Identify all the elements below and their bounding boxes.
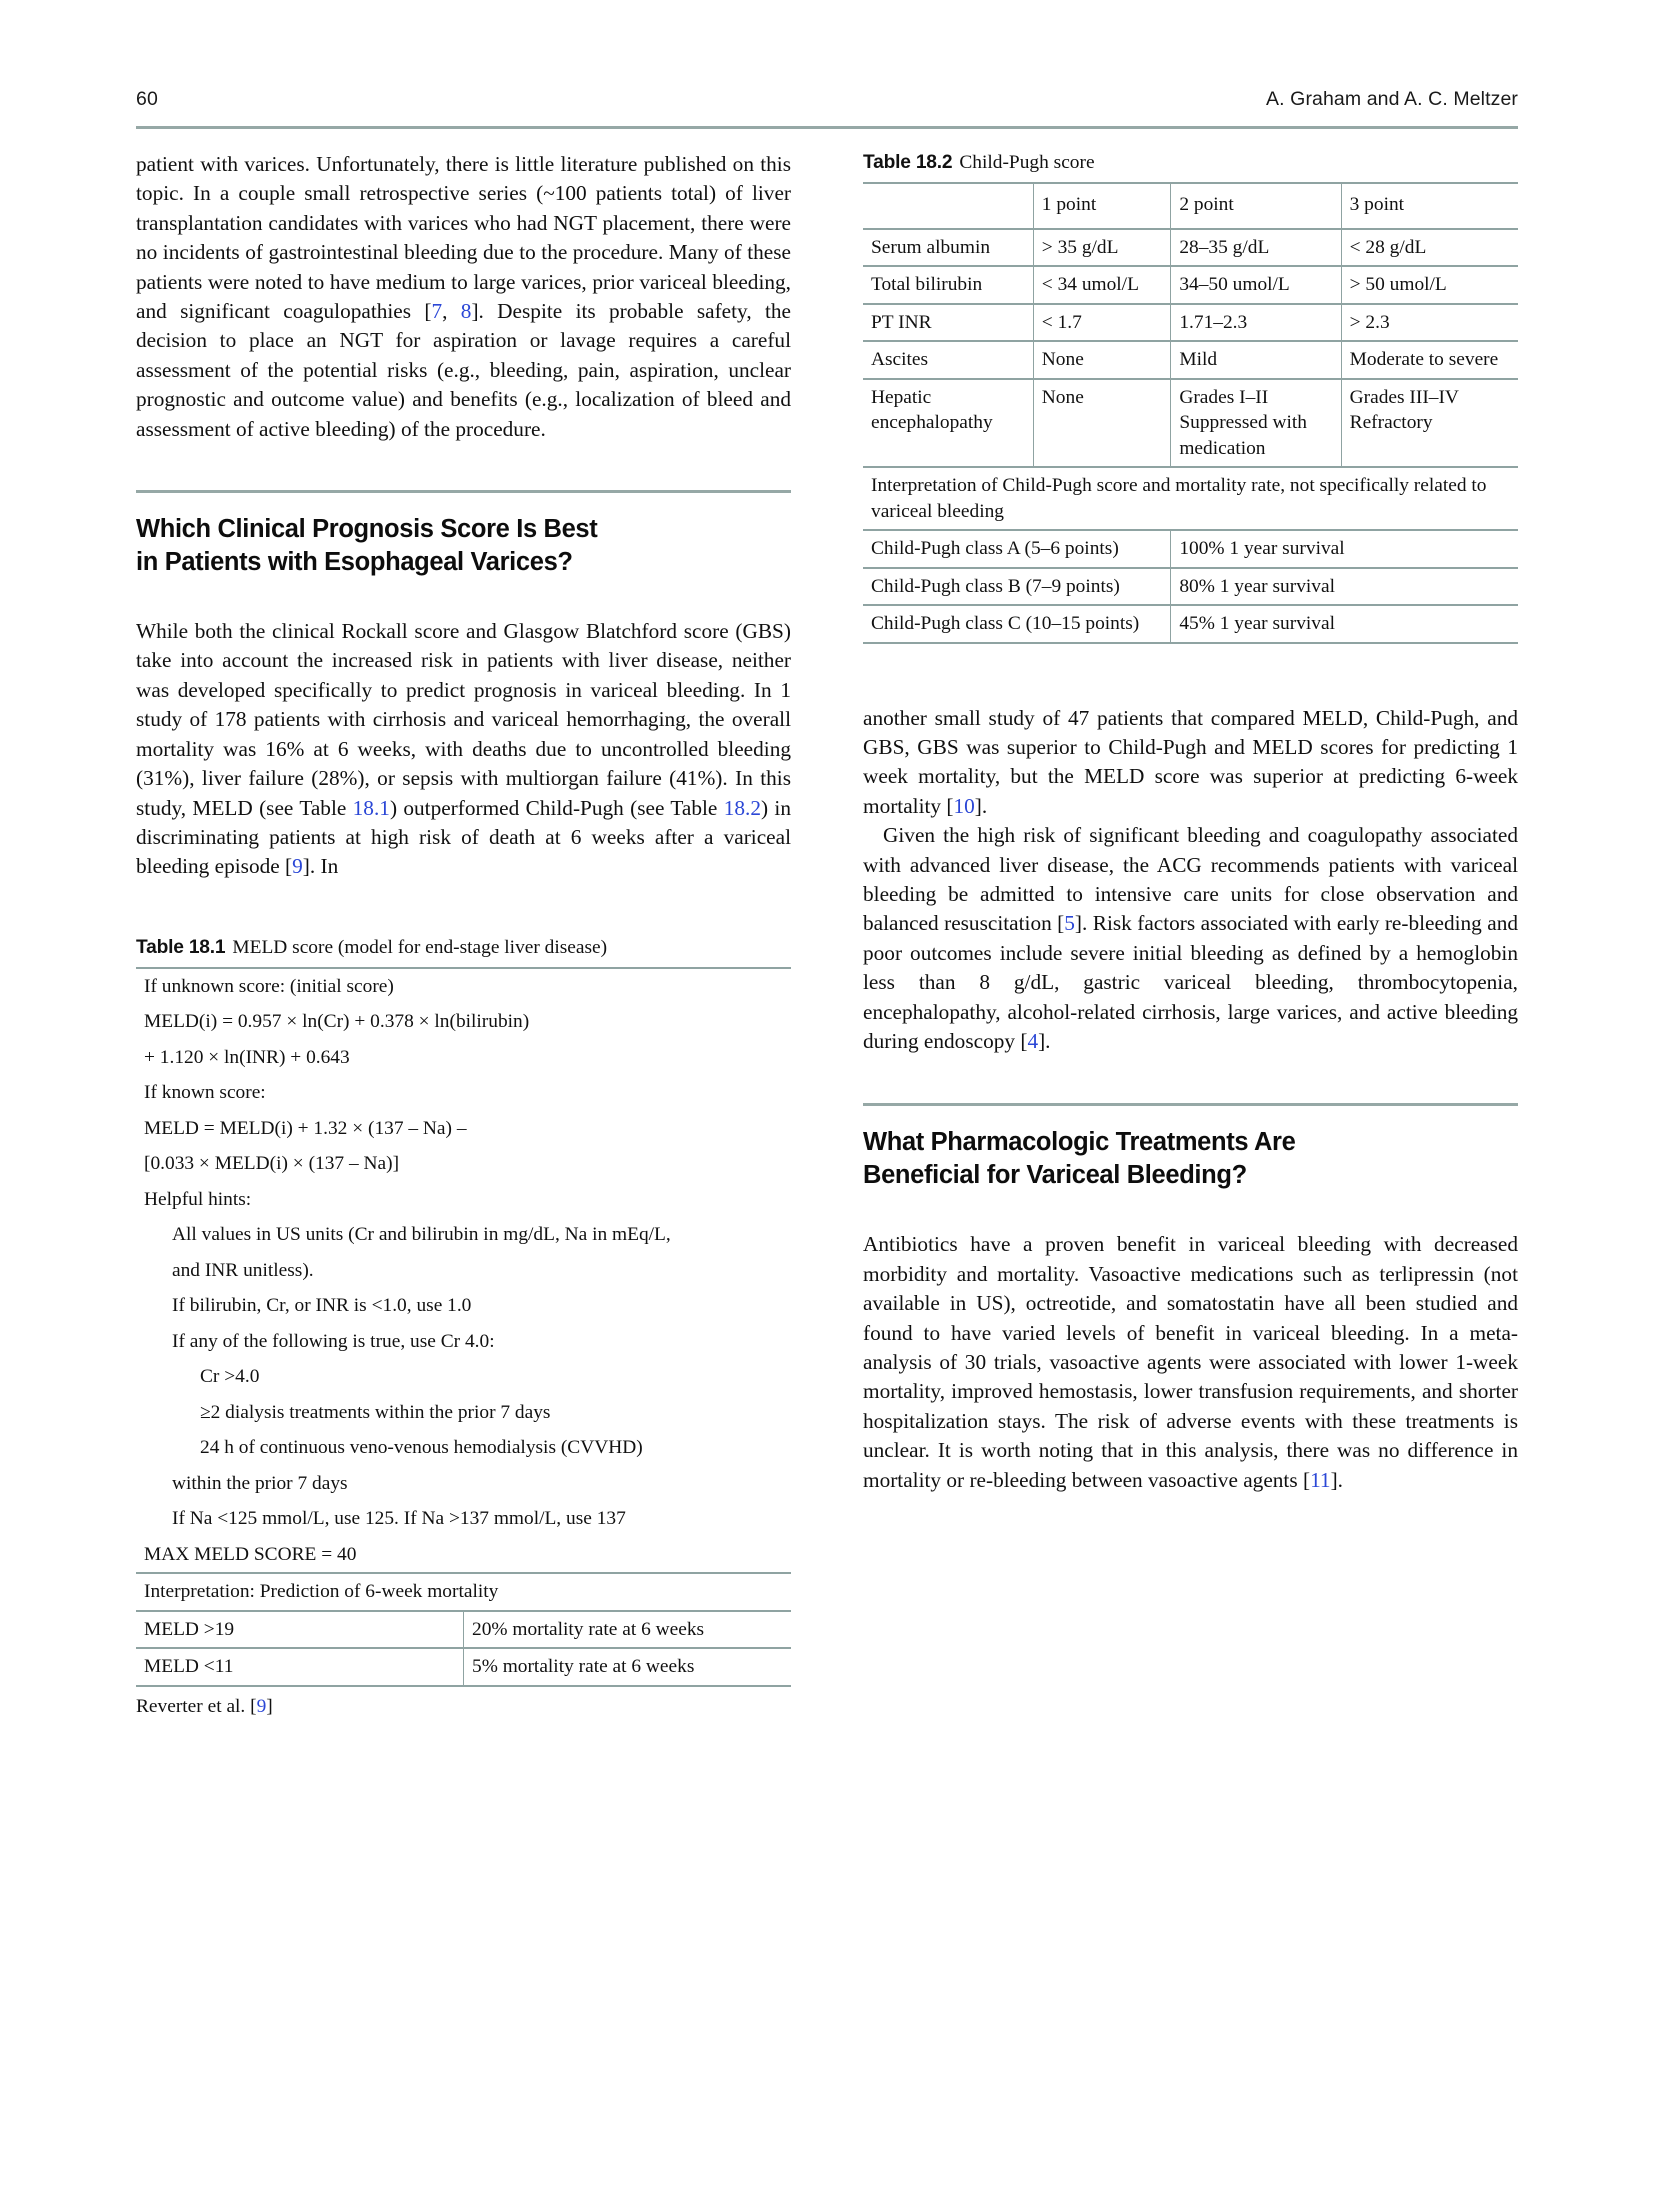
table-cell-label: Child-Pugh class A (5–6 points) [863, 530, 1171, 568]
table-18-2-grid [863, 182, 1518, 644]
table-row [863, 379, 1518, 468]
table-cell: ≥2 dialysis treatments within the prior 7 days [200, 1401, 551, 1423]
table-cell: 1.71–2.3 [1171, 304, 1341, 342]
reference-link[interactable]: 4 [1027, 1028, 1039, 1053]
table-18-1-caption [136, 935, 791, 960]
table-row [863, 530, 1518, 568]
table-column-header: 1 point [1033, 183, 1171, 229]
table-bottom-rule-row [863, 643, 1518, 644]
table-row [863, 605, 1518, 643]
table-row [136, 1648, 791, 1686]
table-18-1-source-note [136, 1687, 791, 1720]
table-row [136, 1573, 791, 1611]
table-cell-label: Serum albumin [863, 229, 1033, 267]
table-row [136, 1111, 791, 1147]
table-row [863, 467, 1518, 530]
right-paragraph-1: another small study of 47 patients that compared MELD, Child-Pugh, and GBS, GBS was superior to Child-Pugh and MELD scores for predicting 1 week mortality, but the MELD score was superior at predicting 6-week mortality [10]. [863, 705, 1518, 818]
table-18-1-source-text: Reverter et al. [9] [136, 1695, 273, 1717]
table-row [136, 1288, 791, 1324]
table-18-1 [136, 935, 791, 1720]
table-cell: Mild [1171, 341, 1341, 379]
reference-link[interactable]: 9 [256, 1695, 267, 1717]
running-head-authors: A. Graham and A. C. Meltzer [1266, 88, 1518, 110]
table-row [136, 1075, 791, 1111]
table-18-1-caption-number: Table 18.1 [136, 936, 226, 958]
table-row [136, 1182, 791, 1218]
table-cell: > 35 g/dL [1033, 229, 1171, 267]
section-rule [863, 1103, 1518, 1106]
table-row [136, 1501, 791, 1537]
table-cell: Grades III–IV Refractory [1341, 379, 1518, 468]
table-interpretation-header: Interpretation of Child-Pugh score and mortality rate, not specifically related to variceal bleeding [863, 467, 1518, 530]
table-18-2-body [863, 183, 1518, 644]
left-paragraph-1: patient with varices. Unfortunately, there is little literature published on this topic. In a couple small retrospective series (~100 patients total) of liver transplantation candidates with varices who had NGT placement, there were no incidents of gastrointestinal bleeding due to the procedure. Many of these patients were noted to have medium to large varices, prior variceal bleeding, and significant coagulopathies [7, 8]. Despite its probable safety, the decision to place an NGT for aspiration or lavage requires a careful assessment of the potential risks (e.g., bleeding, pain, aspiration, unclear prognostic and outcome value) and benefits (e.g., localization of bleed and assessment of active bleeding) of the procedure. [136, 152, 791, 441]
table-row [863, 341, 1518, 379]
table-cell: If unknown score: (initial score) [136, 968, 791, 1005]
table-row [136, 1430, 791, 1466]
right-column [863, 150, 1518, 1495]
table-18-1-grid [136, 967, 791, 1687]
table-cell: None [1033, 379, 1171, 468]
table-cell: MELD = MELD(i) + 1.32 × (137 – Na) – [144, 1117, 467, 1139]
table-row [136, 1040, 791, 1076]
right-paragraph-3: Antibiotics have a proven benefit in variceal bleeding with decreased morbidity and mortality. Vasoactive medications such as terlipressin (not available in US), octreotide, and somatostatin have all been studied and found to have varied levels of benefit in variceal bleeding. In a meta-analysis of 30 trials, vasoactive agents were associated with lower 1-week mortality, improved hemostasis, lower transfusion requirements, and shorter hospitalization stays. The risk of adverse events with these treatments is unclear. It is worth noting that in this analysis, there was no difference in mortality or re-bleeding between vasoactive agents [11]. [863, 1232, 1518, 1492]
table-cell-value: 80% 1 year survival [1171, 568, 1518, 606]
table-18-1-caption-text: MELD score (model for end-stage liver disease) [232, 936, 608, 958]
reference-link[interactable]: 18.2 [723, 795, 761, 820]
table-row [136, 968, 791, 1005]
table-cell: < 1.7 [1033, 304, 1171, 342]
table-cell-label: Child-Pugh class C (10–15 points) [863, 605, 1171, 643]
section-pharmacologic-treatments [863, 1103, 1518, 1192]
section-prognosis-score [136, 490, 791, 579]
table-18-1-body [136, 968, 791, 1687]
running-head [136, 88, 1518, 122]
table-cell: 34–50 umol/L [1171, 266, 1341, 304]
table-cell: Cr >4.0 [200, 1366, 260, 1388]
section-heading-pharmacologic: What Pharmacologic Treatments Are Beneficial for Variceal Bleeding? [863, 1128, 1296, 1190]
table-cell: > 2.3 [1341, 304, 1518, 342]
table-cell-value: 5% mortality rate at 6 weeks [464, 1648, 792, 1686]
table-row [136, 1466, 791, 1502]
table-interpretation-header: Interpretation: Prediction of 6-week mortality [136, 1573, 791, 1611]
table-cell: If bilirubin, Cr, or INR is <1.0, use 1.0 [172, 1295, 472, 1317]
table-cell: MELD(i) = 0.957 × ln(Cr) + 0.378 × ln(bilirubin) [144, 1011, 530, 1033]
table-row [863, 266, 1518, 304]
table-cell: All values in US units (Cr and bilirubin in mg/dL, Na in mEq/L, [172, 1224, 671, 1246]
reference-link[interactable]: 10 [953, 793, 975, 818]
table-18-2-caption-number: Table 18.2 [863, 152, 953, 173]
reference-link[interactable]: 18.1 [352, 795, 390, 820]
table-18-2-caption [863, 150, 1518, 175]
running-head-rule [136, 126, 1518, 129]
page-number: 60 [136, 88, 159, 110]
reference-link[interactable]: 9 [292, 854, 303, 879]
table-cell: [0.033 × MELD(i) × (137 – Na)] [144, 1153, 400, 1175]
table-cell: None [1033, 341, 1171, 379]
table-cell-value: 45% 1 year survival [1171, 605, 1518, 643]
table-row [136, 1359, 791, 1395]
table-cell-label: Child-Pugh class B (7–9 points) [863, 568, 1171, 606]
right-paragraph-2: Given the high risk of significant bleeding and coagulopathy associated with advanced liver disease, the ACG recommends patients with variceal bleeding be admitted to intensive care units for close observation and balanced resuscitation [5]. Risk factors associated with early re-bleeding and poor outcomes include severe initial bleeding as defined by a hemoglobin less than 8 g/dL, gastric variceal bleeding, thrombocytopenia, encephalopathy, alcohol-related cirrhosis, large varices, and active bleeding during endoscopy [4]. [863, 823, 1518, 1053]
table-cell-label: MELD <11 [136, 1648, 464, 1686]
left-paragraph-2: While both the clinical Rockall score and Glasgow Blatchford score (GBS) take into account the increased risk in patients with liver disease, neither was developed specifically to predict prognosis in variceal bleeding. In 1 study of 178 patients with cirrhosis and variceal hemorrhaging, the overall mortality was 16% at 6 weeks, with deaths due to uncontrolled bleeding (31%), liver failure (28%), or sepsis with multiorgan failure (41%). In this study, MELD (see Table 18.1) outperformed Child-Pugh (see Table 18.2) in discriminating patients at high risk of death at 6 weeks after a variceal bleeding episode [9]. In [136, 619, 791, 879]
table-row [136, 1253, 791, 1289]
table-row [863, 304, 1518, 342]
table-header-row [863, 183, 1518, 229]
table-cell-value: 20% mortality rate at 6 weeks [464, 1611, 792, 1649]
reference-link[interactable]: 11 [1310, 1467, 1331, 1492]
table-cell-label: Hepatic encephalopathy [863, 379, 1033, 468]
table-cell: If known score: [144, 1082, 266, 1104]
table-cell-value: 100% 1 year survival [1171, 530, 1518, 568]
table-cell: If any of the following is true, use Cr 4.0: [172, 1330, 495, 1352]
table-cell: < 28 g/dL [1341, 229, 1518, 267]
section-rule [136, 490, 791, 493]
table-column-header: 3 point [1341, 183, 1518, 229]
table-row [136, 1611, 791, 1649]
table-cell-label: PT INR [863, 304, 1033, 342]
table-cell: Helpful hints: [144, 1188, 252, 1210]
reference-link[interactable]: 7 [431, 299, 443, 324]
table-cell-label: MELD >19 [136, 1611, 464, 1649]
table-cell-label: Ascites [863, 341, 1033, 379]
reference-link[interactable]: 8 [460, 299, 472, 324]
table-cell: Grades I–II Suppressed with medication [1171, 379, 1341, 468]
table-bottom-rule [863, 643, 1518, 644]
table-cell: Moderate to severe [1341, 341, 1518, 379]
section-heading-prognosis: Which Clinical Prognosis Score Is Best in Patients with Esophageal Varices? [136, 515, 598, 577]
table-cell-label: Total bilirubin [863, 266, 1033, 304]
table-cell: > 50 umol/L [1341, 266, 1518, 304]
table-cell: If Na <125 mmol/L, use 125. If Na >137 mmol/L, use 137 [172, 1508, 626, 1530]
table-cell: 24 h of continuous veno-venous hemodialysis (CVVHD) [200, 1437, 643, 1459]
reference-link[interactable]: 5 [1064, 911, 1075, 936]
left-column [136, 150, 791, 1720]
table-cell: and INR unitless). [172, 1259, 314, 1281]
table-cell: + 1.120 × ln(INR) + 0.643 [144, 1046, 350, 1068]
table-cell: 28–35 g/dL [1171, 229, 1341, 267]
table-row [136, 1537, 791, 1574]
table-cell: MAX MELD SCORE = 40 [144, 1543, 357, 1565]
table-cell: < 34 umol/L [1033, 266, 1171, 304]
table-18-2 [863, 150, 1518, 644]
table-column-header: 2 point [1171, 183, 1341, 229]
table-row [136, 1324, 791, 1360]
table-cell: within the prior 7 days [172, 1472, 348, 1494]
table-row [136, 1395, 791, 1431]
table-18-2-caption-text: Child-Pugh score [959, 152, 1095, 173]
table-row [136, 1146, 791, 1182]
table-row [136, 1217, 791, 1253]
table-row [136, 1004, 791, 1040]
table-row [863, 568, 1518, 606]
table-column-header [863, 183, 1033, 229]
table-row [863, 229, 1518, 267]
